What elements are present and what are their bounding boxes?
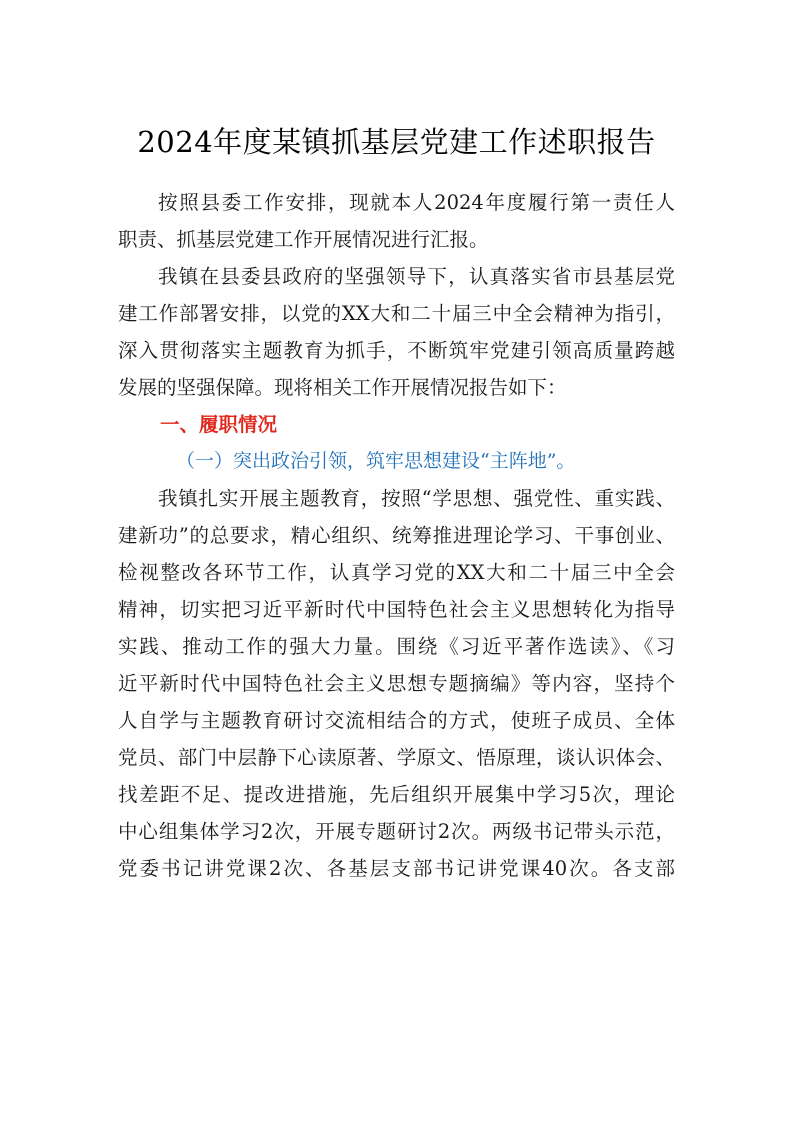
section-heading: 一、履职情况: [160, 413, 278, 436]
paragraph-line: 近平新时代中国特色社会主义思想专题摘编》等内容，坚持个: [118, 672, 675, 695]
paragraph-line: 建工作部署安排，以党的XX大和二十届三中全会精神为指引，: [118, 302, 675, 325]
paragraph-line: 发展的坚强保障。现将相关工作开展情况报告如下：: [118, 376, 567, 399]
paragraph-line: 中心组集体学习2次，开展专题研讨2次。两级书记带头示范，: [118, 820, 675, 843]
paragraph-line: 检视整改各环节工作，认真学习党的XX大和二十届三中全会: [118, 561, 675, 584]
document-body: [118, 184, 675, 887]
intro-line: 按照县委工作安排，现就本人2024年度履行第一责任人: [158, 191, 675, 214]
paragraph-line: 找差距不足、提改进措施，先后组织开展集中学习5次，理论: [118, 783, 675, 806]
paragraph-line: 我镇扎实开展主题教育，按照“学思想、强党性、重实践、: [158, 487, 675, 510]
paragraph-line: 党员、部门中层静下心读原著、学原文、悟原理，谈认识体会、: [118, 746, 675, 769]
subsection-heading: （一）突出政治引领，筑牢思想建设“主阵地”。: [176, 450, 576, 472]
paragraph-line: 建新功”的总要求，精心组织、统筹推进理论学习、干事创业、: [118, 524, 675, 547]
document-title: 2024年度某镇抓基层党建工作述职报告: [137, 125, 656, 159]
paragraph-line: 人自学与主题教育研讨交流相结合的方式，使班子成员、全体: [118, 709, 675, 732]
paragraph-line: 我镇在县委县政府的坚强领导下，认真落实省市县基层党: [158, 265, 675, 288]
paragraph-line: 深入贯彻落实主题教育为抓手，不断筑牢党建引领高质量跨越: [118, 339, 675, 362]
paragraph-line: 精神，切实把习近平新时代中国特色社会主义思想转化为指导: [118, 598, 675, 621]
paragraph-line: 实践、推动工作的强大力量。围绕《习近平著作选读》、《习: [118, 635, 675, 658]
intro-line: 职责、抓基层党建工作开展情况进行汇报。: [118, 228, 489, 251]
paragraph-line: 党委书记讲党课2次、各基层支部书记讲党课40次。各支部: [118, 857, 675, 880]
